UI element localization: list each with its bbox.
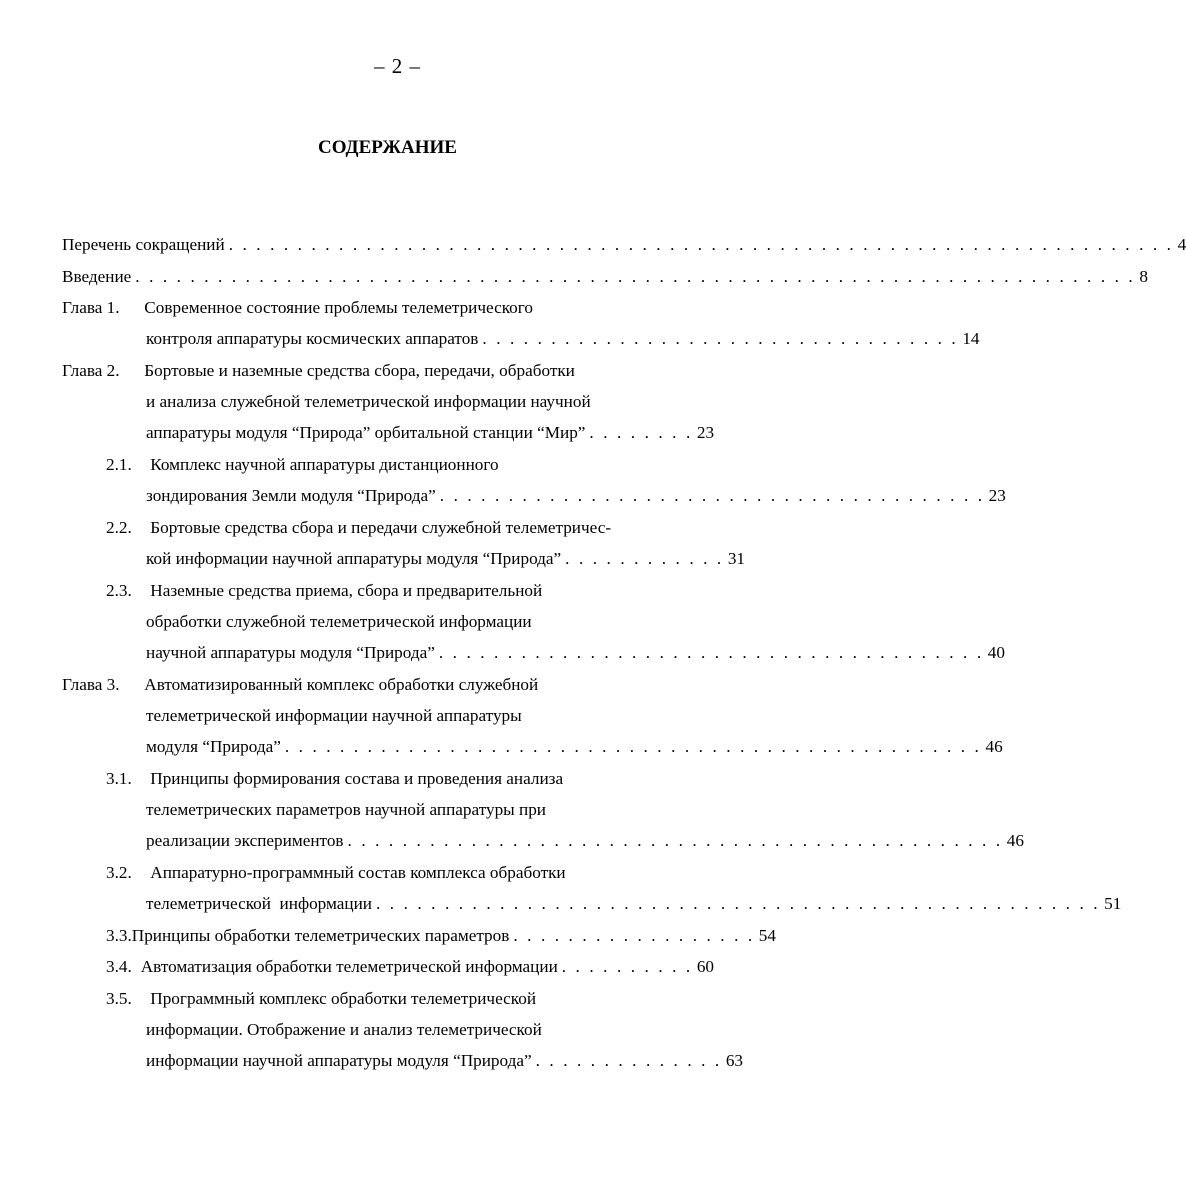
- toc-entry-section-3-5-cont[interactable]: [146, 1046, 744, 1076]
- toc-page-number: 40: [987, 643, 1005, 662]
- page-title: СОДЕРЖАНИЕ: [318, 137, 457, 158]
- toc-entry-text: и анализа служебной телеметрической информации научной: [146, 392, 591, 411]
- toc-leader-dots: . . . . . . . . . . . . . . . . . . . . . . . . . . . . . . . . . . . . . . . . . . . . . . . . . . . . .: [376, 894, 1101, 913]
- toc-entry-text: Введение: [62, 267, 132, 286]
- toc-leader-dots: . . . . . . . . . . . .: [565, 549, 724, 568]
- toc-leader-dots: . . . . . . . .: [589, 423, 693, 442]
- toc-entry-text: Принципы формирования состава и проведения анализа: [150, 769, 564, 788]
- toc-entry-text: Бортовые средства сбора и передачи служебной телеметричес-: [150, 518, 612, 537]
- toc-entry-text: обработки служебной телеметрической информации: [146, 612, 532, 631]
- toc-page-number: 54: [758, 926, 776, 945]
- toc-page-number: 60: [696, 957, 714, 976]
- toc-leader-dots: . . . . . . . . . . . . . . . . . . . . . . . . . . . . . . . . . . . . . . . .: [439, 486, 985, 505]
- toc-entry-text: Наземные средства приема, сбора и предварительной: [150, 581, 543, 600]
- toc-page-number: 4: [1177, 235, 1186, 254]
- toc-entry-section-3-4[interactable]: [106, 952, 714, 982]
- toc-entry-text: Современное состояние проблемы телеметрического: [144, 298, 533, 317]
- toc-entry-section-3-1[interactable]: [106, 764, 722, 794]
- toc-entry-text: телеметрических параметров научной аппаратуры при: [146, 800, 546, 819]
- toc-entry-text: Программный комплекс обработки телеметрической: [150, 989, 537, 1008]
- toc-section-label: 3.2.: [106, 863, 132, 882]
- toc-entry-section-2-1-cont[interactable]: [146, 481, 1006, 511]
- toc-page-number: 51: [1104, 894, 1122, 913]
- toc-section-label: 2.2.: [106, 518, 132, 537]
- toc-entry-section-2-3-cont[interactable]: [146, 638, 1005, 668]
- toc-entry-chapter-3-cont: [146, 701, 714, 731]
- toc-entry-section-3-1-cont: [146, 795, 714, 825]
- toc-entry-text: Бортовые и наземные средства сбора, передачи, обработки: [144, 361, 575, 380]
- toc-chapter-label: Глава 1.: [62, 298, 120, 317]
- toc-entry-section-3-2[interactable]: [106, 858, 722, 888]
- toc-leader-dots: . . . . . . . . . . . . . . . . . . . . . . . . . . . . . . . . . . . . . . . . . . . . . . . .: [347, 831, 1003, 850]
- toc-leader-dots: . . . . . . . . . . . . . . . . . . . . . . . . . . . . . . . . . . .: [482, 329, 959, 348]
- toc-entry-section-3-3[interactable]: [106, 921, 776, 951]
- toc-leader-dots: . . . . . . . . . . . . . . . . . . . . . . . . . . . . . . . . . . . . . . . . . . . . . . . . . . . . . . . . . . . . . . . . . . . . .: [228, 235, 1174, 254]
- toc-entry-chapter-2[interactable]: [62, 356, 722, 386]
- toc-page-number: 46: [985, 737, 1003, 756]
- toc-page-number: 31: [727, 549, 745, 568]
- toc-entry-text: зондирования Земли модуля “Природа”: [146, 486, 436, 505]
- toc-page-number: 23: [696, 423, 715, 442]
- toc-entry-section-2-3-cont: [146, 607, 714, 637]
- toc-entry-chapter-2-cont: [146, 387, 714, 417]
- toc-entry-text: Аппаратурно-программный состав комплекса обработки: [150, 863, 566, 882]
- toc-entry-text: Комплекс научной аппаратуры дистанционного: [150, 455, 499, 474]
- toc-entry-chapter-3-cont[interactable]: [146, 732, 1003, 762]
- toc-chapter-label: Глава 3.: [62, 675, 120, 694]
- toc-entry-section-3-2-cont[interactable]: [146, 889, 1122, 919]
- toc-page-number: 46: [1006, 831, 1024, 850]
- toc-entry-text: Принципы обработки телеметрических параметров: [131, 926, 510, 945]
- toc-section-label: 3.5.: [106, 989, 132, 1008]
- toc-leader-dots: . . . . . . . . . .: [561, 957, 693, 976]
- toc-entry-text: Автоматизация обработки телеметрической информации: [140, 957, 558, 976]
- page-number: – 2 –: [374, 54, 421, 78]
- toc-leader-dots: . . . . . . . . . . . . . . . . . . . . . . . . . . . . . . . . . . . . . . . .: [438, 643, 984, 662]
- toc-entry-chapter-2-cont[interactable]: [146, 418, 714, 448]
- toc-entry-abbreviations[interactable]: [62, 230, 1186, 260]
- toc-entry-chapter-1[interactable]: [62, 293, 722, 323]
- toc-leader-dots: . . . . . . . . . . . . . . . . . .: [513, 926, 755, 945]
- toc-entry-text: реализации экспериментов: [146, 831, 344, 850]
- toc-entry-section-3-5-cont: [146, 1015, 714, 1045]
- toc-page-number: 8: [1139, 267, 1148, 286]
- toc-entry-text: аппаратуры модуля “Природа” орбитальной станции “Мир”: [146, 423, 586, 442]
- toc-section-label: 3.3.: [106, 926, 132, 945]
- toc-entry-text: модуля “Природа”: [146, 737, 281, 756]
- toc-entry-section-3-1-cont[interactable]: [146, 826, 1024, 856]
- toc-entry-text: научной аппаратуры модуля “Природа”: [146, 643, 435, 662]
- toc-section-label: 3.4.: [106, 957, 132, 976]
- toc-entry-text: Перечень сокращений: [62, 235, 225, 254]
- toc-leader-dots: . . . . . . . . . . . . . . . . . . . . . . . . . . . . . . . . . . . . . . . . . . . . . . . . . . . . . . . . . . . . . . . . . . . . . . . . .: [135, 267, 1136, 286]
- toc-entry-text: информации научной аппаратуры модуля “Природа”: [146, 1051, 532, 1070]
- toc-entry-section-2-1[interactable]: [106, 450, 722, 480]
- toc-leader-dots: . . . . . . . . . . . . . .: [535, 1051, 722, 1070]
- toc-entry-chapter-3[interactable]: [62, 670, 722, 700]
- toc-entry-text: информации. Отображение и анализ телеметрической: [146, 1020, 542, 1039]
- toc-section-label: 3.1.: [106, 769, 132, 788]
- toc-entry-text: кой информации научной аппаратуры модуля “Природа”: [146, 549, 562, 568]
- toc-section-label: 2.1.: [106, 455, 132, 474]
- toc-entry-section-3-5[interactable]: [106, 984, 722, 1014]
- toc-entry-section-2-3[interactable]: [106, 576, 722, 606]
- toc-entry-text: телеметрической информации научной аппаратуры: [146, 706, 522, 725]
- toc-section-label: 2.3.: [106, 581, 132, 600]
- toc-page-number: 63: [725, 1051, 744, 1070]
- toc-leader-dots: . . . . . . . . . . . . . . . . . . . . . . . . . . . . . . . . . . . . . . . . . . . . . . . . . . .: [284, 737, 982, 756]
- toc-page-number: 23: [988, 486, 1006, 505]
- toc-entry-section-2-2[interactable]: [106, 513, 722, 543]
- toc-entry-introduction[interactable]: [62, 262, 1148, 292]
- toc-page-number: 14: [962, 329, 980, 348]
- toc-entry-text: Автоматизированный комплекс обработки служебной: [144, 675, 539, 694]
- toc-entry-text: телеметрической информации: [146, 894, 372, 913]
- toc-entry-text: контроля аппаратуры космических аппаратов: [146, 329, 479, 348]
- toc-chapter-label: Глава 2.: [62, 361, 120, 380]
- toc-entry-section-2-2-cont[interactable]: [146, 544, 745, 574]
- toc-entry-chapter-1-cont[interactable]: [146, 324, 980, 354]
